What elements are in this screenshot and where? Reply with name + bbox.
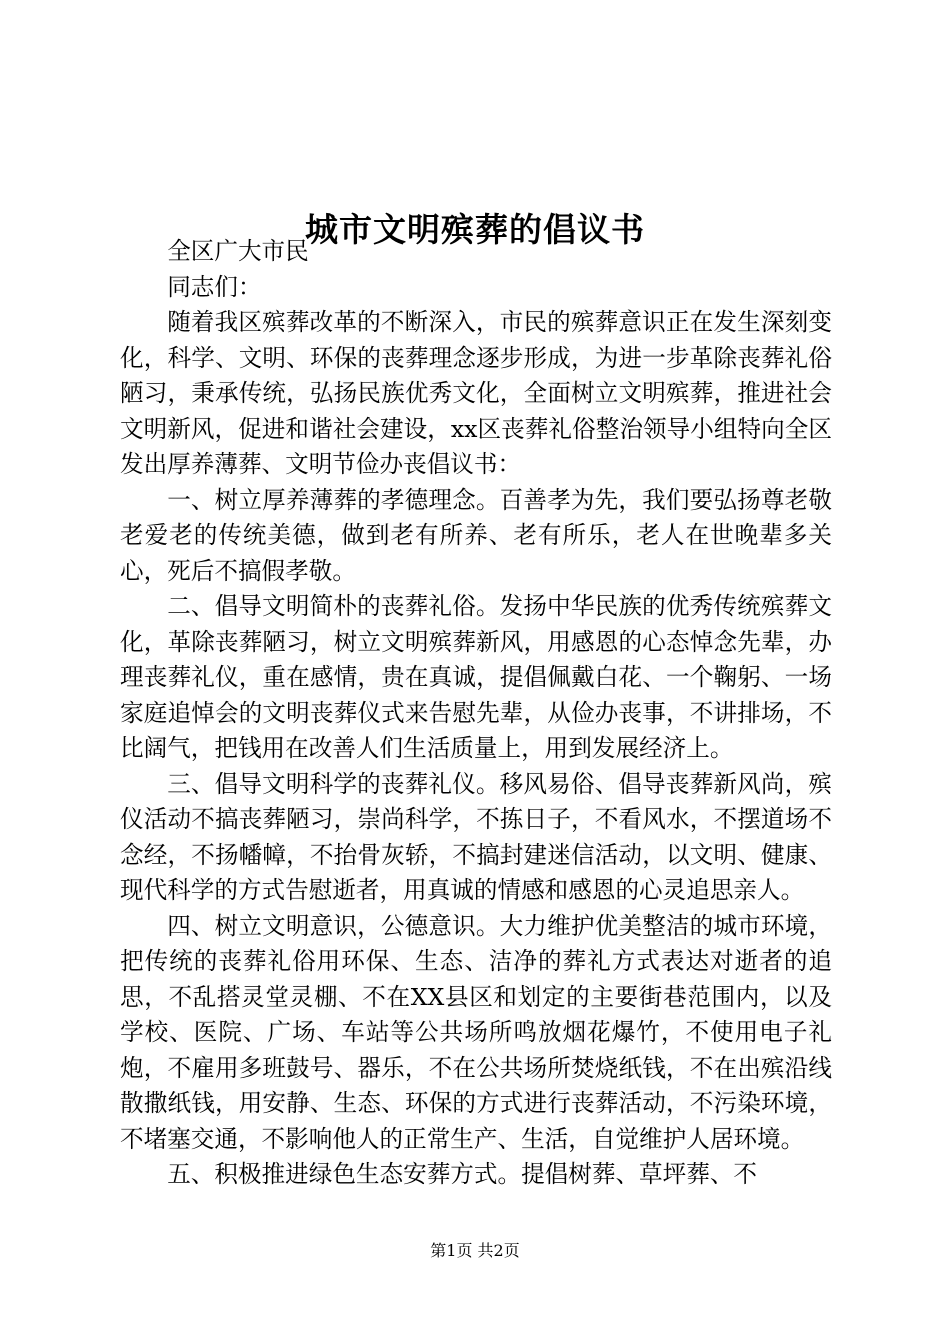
paragraph-item-3: 三、倡导文明科学的丧葬礼仪。移风易俗、倡导丧葬新风尚，殡仪活动不搞丧葬陋习，崇尚科学，不拣日子，不看风水，不摆道场不念经，不扬幡幛，不抬骨灰轿，不搞封建迷信活动，以文明、健康、现代科学的方式告慰逝者，用真诚的情感和感恩的心灵追思亲人。 <box>120 769 832 904</box>
paragraph-item-2: 二、倡导文明简朴的丧葬礼俗。发扬中华民族的优秀传统殡葬文化，革除丧葬陋习，树立文明殡葬新风，用感恩的心态悼念先辈，办理丧葬礼仪，重在感情，贵在真诚，提倡佩戴白花、一个鞠躬、一场家庭追悼会的文明丧葬仪式来告慰先辈，从俭办丧事，不讲排场，不比阔气，把钱用在改善人们生活质量上，用到发展经济上。 <box>120 592 832 762</box>
paragraph-item-5: 五、积极推进绿色生态安葬方式。提倡树葬、草坪葬、不 <box>167 1160 758 1188</box>
paragraph-item-4: 四、树立文明意识，公德意识。大力维护优美整洁的城市环境，把传统的丧葬礼俗用环保、生态、洁净的葬礼方式表达对逝者的追思，不乱搭灵堂灵棚、不在XX县区和划定的主要街巷范围内，以及学校、医院、广场、车站等公共场所鸣放烟花爆竹，不使用电子礼炮，不雇用多班鼓号、器乐，不在公共场所焚烧纸钱，不在出殡沿线散撒纸钱，用安静、生态、环保的方式进行丧葬活动，不污染环境，不堵塞交通，不影响他人的正常生产、生活，自觉维护人居环境。 <box>120 911 832 1153</box>
paragraph-item-1: 一、树立厚养薄葬的孝德理念。百善孝为先，我们要弘扬尊老敬老爱老的传统美德，做到老有所养、老有所乐，老人在世晚辈多关心，死后不搞假孝敬。 <box>120 485 832 585</box>
salutation-recipients: 全区广大市民 <box>167 237 309 265</box>
page-number-footer: 第1页 共2页 <box>430 1241 520 1260</box>
document-body <box>120 234 832 1193</box>
paragraph-intro: 随着我区殡葬改革的不断深入，市民的殡葬意识正在发生深刻变化，科学、文明、环保的丧葬理念逐步形成，为进一步革除丧葬礼俗陋习，秉承传统，弘扬民族优秀文化，全面树立文明殡葬，推进社会文明新风，促进和谐社会建设，xx区丧葬礼俗整治领导小组特向全区发出厚养薄葬、文明节俭办丧倡议书： <box>120 308 832 478</box>
salutation-greeting: 同志们： <box>167 272 262 301</box>
document-title: 城市文明殡葬的倡议书 <box>305 210 645 250</box>
